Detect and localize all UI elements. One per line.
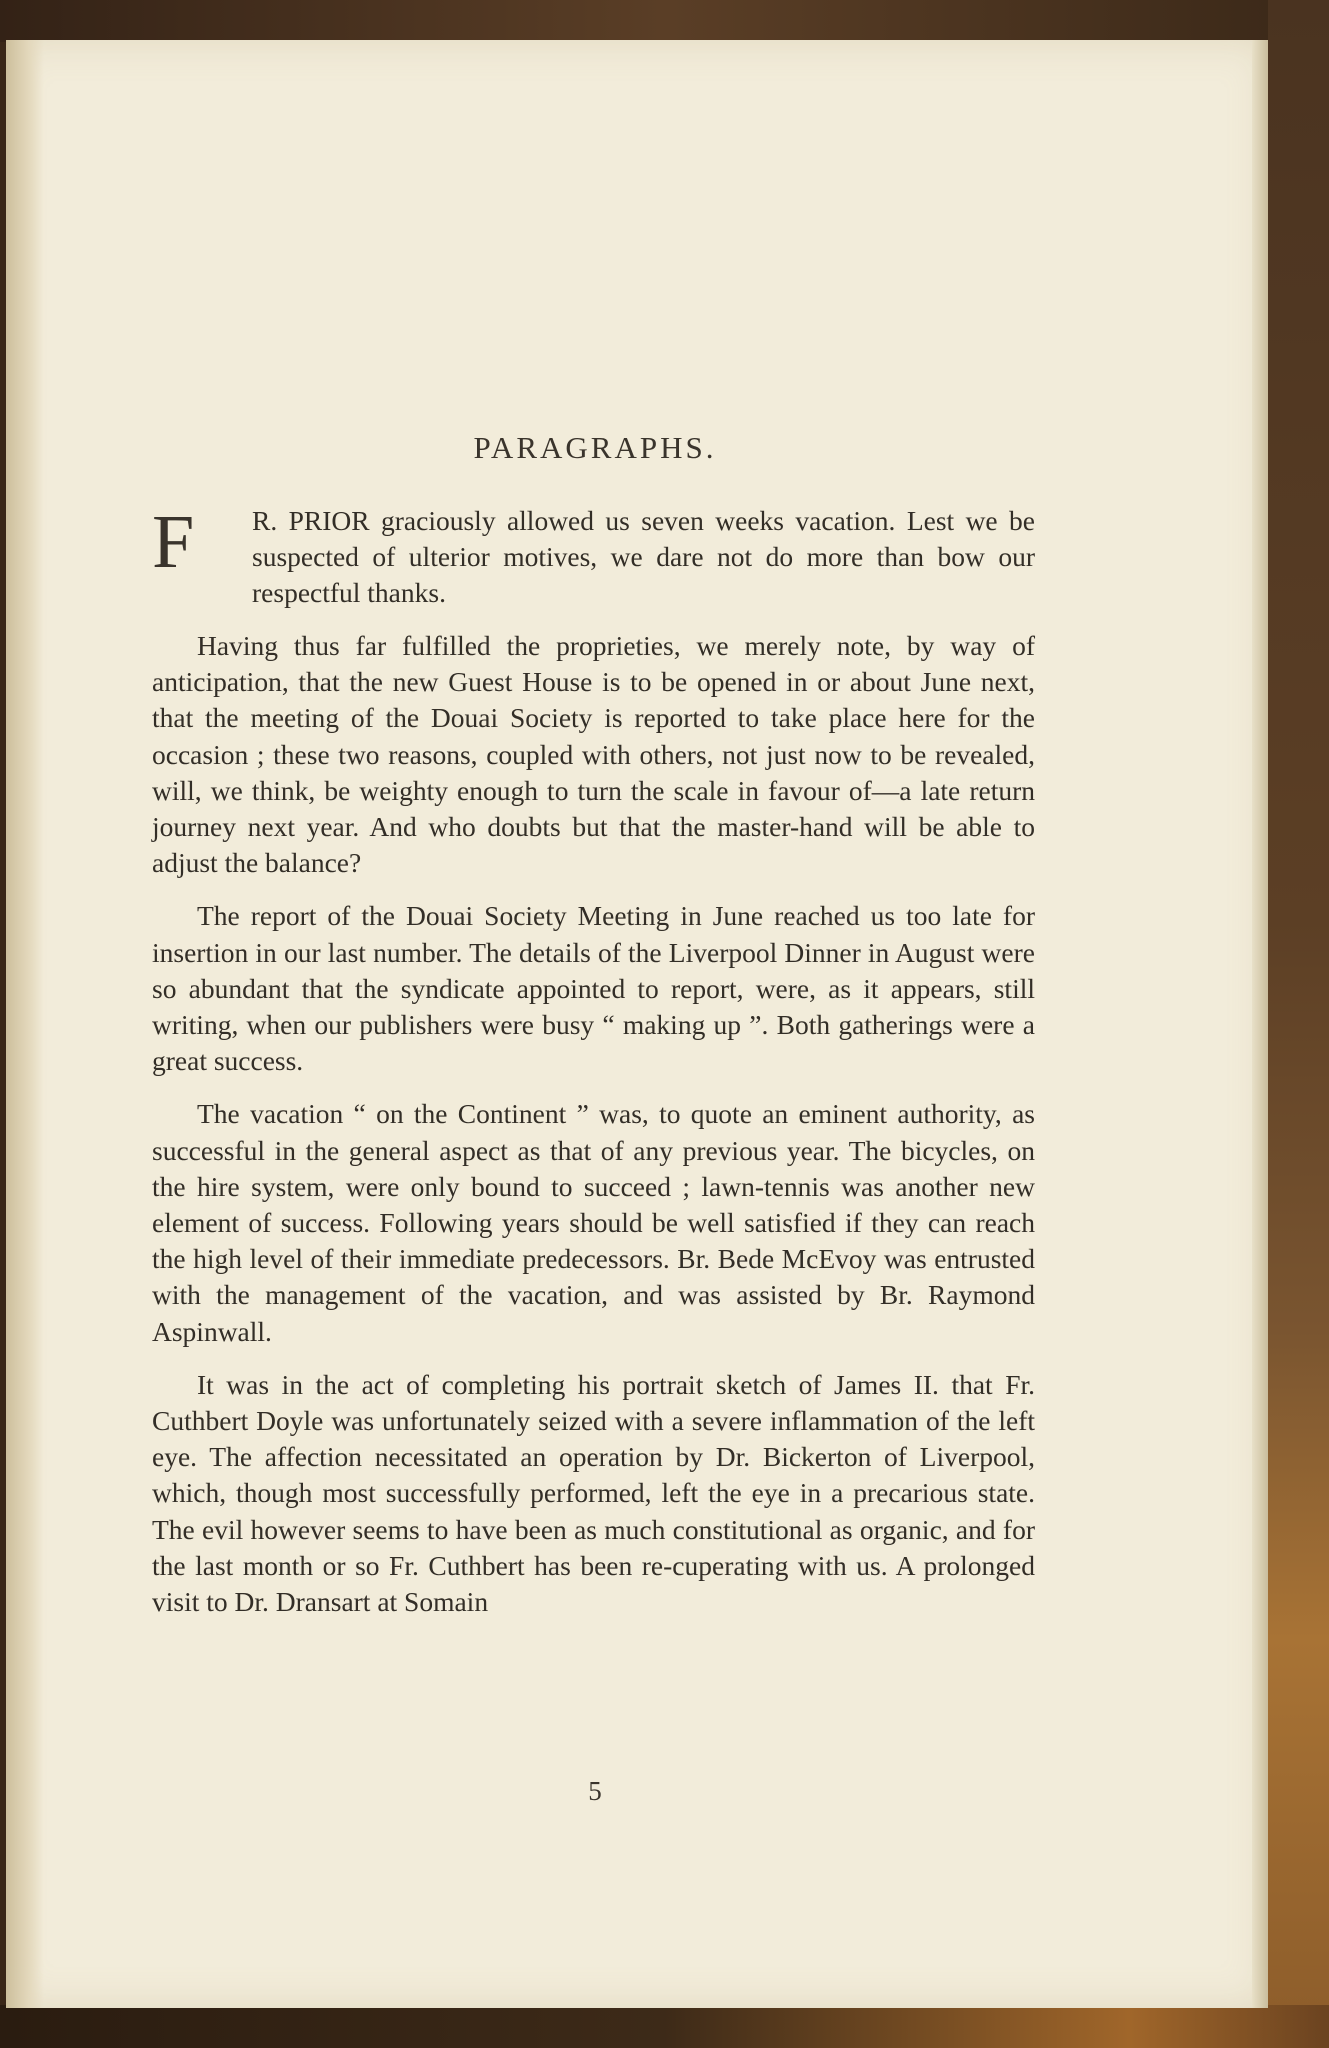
paragraph-guest-house: Having thus far fulfilled the proprieties, we merely note, by way of anticipation, that the new Guest House is to be opened in or about June next, that the meeting of the Douai Society is reported to take place here for the occasion ; these two reasons, coupled with others, not just now to be revealed, will, we think, be weighty enough to turn the scale in favour of—a late return journey next year. And who doubts but that the master-hand will be able to adjust the balance?: [152, 630, 1035, 879]
paragraph-vacation: The vacation “ on the Continent ” was, to quote an eminent authority, as successful in the general aspect as that of any previous year. The bicycles, on the hire system, were only bound to succeed ; lawn-tennis was another new element of success. Following years should be well satisfied if they can reach the high level of their immediate predecessors. Br. Bede McEvoy was entrusted with the management of the vacation, and was assisted by Br. Raymond Aspinwall.: [152, 1098, 1035, 1347]
paragraph-douai-society: The report of the Douai Society Meeting in June reached us too late for insertion in our last number. The details of the Liverpool Dinner in August were so abundant that the syndicate appointed to report, were, as it appears, still writing, when our publishers were busy “ making up ”. Both gatherings were a great success.: [152, 900, 1035, 1077]
body-text: [152, 628, 1035, 1637]
opening-paragraph-text: R. PRIOR graciously allowed us seven weeks vacation. Lest we be suspected of ulterior motives, we dare not do more than bow our respectful thanks.: [252, 505, 1035, 609]
cover-bottom-edge: [0, 2005, 1329, 2048]
page-gutter: [6, 40, 44, 2008]
drop-cap: F: [152, 500, 195, 584]
paragraph-fr-cuthbert: It was in the act of completing his portrait sketch of James II. that Fr. Cuthbert Doyle was unfortunately seized with a severe inflammation of the left eye. The affection necessitated an operation by Dr. Bickerton of Liverpool, which, though most successfully performed, left the eye in a precarious state. The evil however seems to have been as much constitutional as organic, and for the last month or so Fr. Cuthbert has been re-cuperating with us. A prolonged visit to Dr. Dransart at Somain: [152, 1368, 1035, 1618]
cover-top-edge: [0, 0, 1329, 42]
page-fore-edge: [1252, 40, 1268, 2008]
page-number: 5: [588, 1776, 602, 1806]
section-heading: PARAGRAPHS.: [473, 430, 717, 465]
opening-paragraph: [152, 500, 1035, 612]
cover-right-edge: [1268, 0, 1329, 2048]
